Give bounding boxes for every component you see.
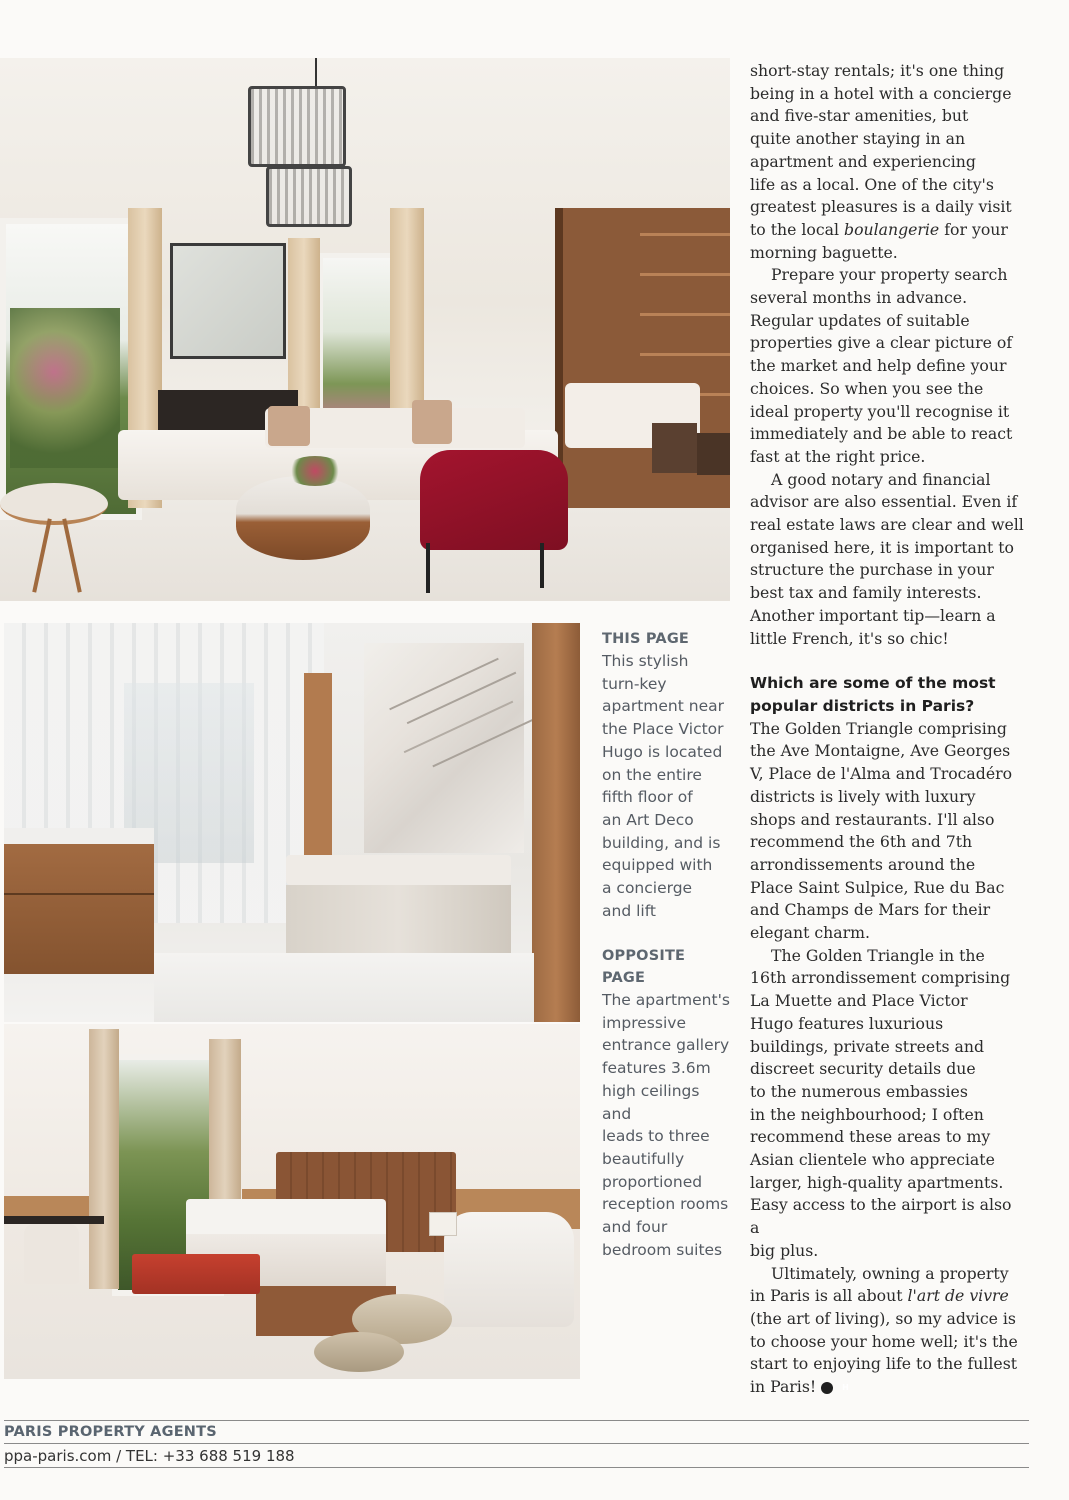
bathroom-photo	[4, 623, 580, 1022]
caption-heading: OPPOSITE PAGE	[602, 948, 686, 986]
article-paragraph	[750, 718, 1025, 945]
caption-line: bedroom suites	[602, 1240, 723, 1259]
text-line: for your	[939, 219, 1008, 239]
text-line: apartment and experiencing	[750, 151, 976, 171]
text-line: fast at the right price.	[750, 446, 926, 466]
text-line: Regular updates of suitable	[750, 310, 970, 330]
caption-opposite-page	[602, 945, 732, 1261]
text-line: quite another staying in an	[750, 129, 966, 149]
text-line: Place Saint Sulpice, Rue du Bac	[750, 877, 1005, 897]
end-mark-icon: H	[821, 1382, 833, 1394]
text-line: big plus.	[750, 1240, 819, 1260]
text-line: shops and restaurants. I'll also	[750, 809, 995, 829]
caption-this-page	[602, 628, 732, 922]
caption-line: a concierge	[602, 879, 693, 898]
caption-line: turn-key	[602, 674, 667, 693]
text-line: properties give a clear picture of	[750, 333, 1013, 353]
caption-text	[602, 650, 732, 922]
caption-line: building, and is	[602, 833, 721, 852]
text-line: Easy access to the airport is also a	[750, 1195, 1012, 1238]
text-line: The Golden Triangle comprising	[750, 718, 1007, 738]
text-line: in the neighbourhood; I often	[750, 1104, 984, 1124]
italic-term: boulangerie	[844, 219, 940, 239]
article-paragraph	[750, 60, 1025, 264]
italic-term: l'art de vivre	[907, 1286, 1009, 1306]
text-line: 16th arrondissement comprising	[750, 968, 1011, 988]
caption-line: high ceilings and	[602, 1081, 700, 1123]
text-line: arrondissements around the	[750, 854, 976, 874]
text-line: The Golden Triangle in the	[771, 945, 985, 965]
text-line: organised here, it is important to	[750, 537, 1015, 557]
text-line: morning baguette.	[750, 242, 898, 262]
caption-line: The apartment's	[602, 991, 730, 1009]
text-line: the market and help define your	[750, 356, 1007, 376]
text-line: recommend the 6th and 7th	[750, 832, 973, 852]
section-heading	[750, 672, 1025, 717]
caption-line: beautifully	[602, 1149, 685, 1168]
article-paragraph	[750, 469, 1025, 651]
text-line: Prepare your property search	[771, 265, 1008, 285]
text-line: in Paris is all about	[750, 1286, 908, 1306]
text-line: V, Place de l'Alma and Trocadéro	[750, 764, 1013, 784]
text-line: Ultimately, owning a property	[771, 1263, 1009, 1283]
caption-line: Hugo is located	[602, 742, 723, 761]
text-line: Another important tip—learn a	[750, 605, 996, 625]
living-room-photo	[0, 58, 730, 601]
text-line: being in a hotel with a concierge	[750, 83, 1012, 103]
text-line: and Champs de Mars for their	[750, 900, 991, 920]
footer-brand: PARIS PROPERTY AGENTS	[4, 1424, 217, 1440]
caption-line: reception rooms	[602, 1195, 729, 1214]
text-line: life as a local. One of the city's	[750, 174, 994, 194]
text-line: best tax and family interests.	[750, 583, 982, 603]
heading-line: Which are some of the most	[750, 674, 996, 693]
text-line: in Paris!	[750, 1377, 822, 1397]
article-column	[750, 60, 1025, 1399]
caption-heading: THIS PAGE	[602, 631, 690, 647]
caption-line: entrance gallery	[602, 1036, 730, 1055]
text-line: ideal property you'll recognise it	[750, 401, 1010, 421]
caption-line: features 3.6m	[602, 1059, 711, 1078]
caption-line: and four	[602, 1218, 668, 1237]
article-paragraph	[750, 1263, 1025, 1399]
text-line: Asian clientele who appreciate	[750, 1150, 995, 1170]
text-line: A good notary and financial	[771, 469, 991, 489]
bedroom-photo	[4, 1024, 580, 1379]
text-line: the Ave Montaigne, Ave Georges	[750, 741, 1011, 761]
text-line: recommend these areas to my	[750, 1127, 991, 1147]
caption-text	[602, 989, 732, 1261]
caption-line: the Place Victor	[602, 720, 724, 739]
text-line: to choose your home well; it's the	[750, 1331, 1018, 1351]
caption-line: on the entire	[602, 765, 702, 784]
article-paragraph	[750, 264, 1025, 468]
footer-contact: ppa-paris.com / TEL: +33 688 519 188	[4, 1447, 295, 1465]
caption-line: leads to three	[602, 1127, 710, 1146]
article-paragraph	[750, 945, 1025, 1263]
text-line: districts is lively with luxury	[750, 786, 976, 806]
text-line: buildings, private streets and	[750, 1036, 985, 1056]
text-line: larger, high-quality apartments.	[750, 1172, 1004, 1192]
text-line: (the art of living), so my advice is	[750, 1308, 1016, 1328]
text-line: real estate laws are clear and well	[750, 515, 1024, 535]
text-line: Hugo features luxurious	[750, 1013, 944, 1033]
caption-line: an Art Deco	[602, 810, 694, 829]
caption-line: impressive	[602, 1013, 686, 1032]
caption-line: proportioned	[602, 1172, 703, 1191]
text-line: elegant charm.	[750, 923, 870, 943]
text-line: short-stay rentals; it's one thing	[750, 61, 1005, 80]
text-line: several months in advance.	[750, 288, 968, 308]
text-line: and five-star amenities, but	[750, 106, 969, 126]
text-line: structure the purchase in your	[750, 560, 994, 580]
text-line: to the numerous embassies	[750, 1081, 968, 1101]
text-line: greatest pleasures is a daily visit	[750, 197, 1012, 217]
text-line: La Muette and Place Victor	[750, 991, 968, 1011]
heading-line: popular districts in Paris?	[750, 696, 975, 715]
text-line: immediately and be able to react	[750, 424, 1013, 444]
footer-divider	[4, 1443, 1029, 1444]
footer-divider	[4, 1467, 1029, 1468]
caption-line: equipped with	[602, 856, 713, 875]
text-line: to the local	[750, 219, 845, 239]
caption-line: fifth floor of	[602, 788, 693, 807]
text-line: little French, it's so chic!	[750, 628, 949, 648]
caption-line: and lift	[602, 901, 656, 920]
text-line: start to enjoying life to the fullest	[750, 1354, 1018, 1374]
text-line: discreet security details due	[750, 1059, 976, 1079]
caption-line: apartment near	[602, 697, 724, 716]
caption-line: This stylish	[602, 652, 689, 670]
text-line: advisor are also essential. Even if	[750, 492, 1018, 512]
text-line: choices. So when you see the	[750, 378, 984, 398]
footer-divider	[4, 1420, 1029, 1421]
